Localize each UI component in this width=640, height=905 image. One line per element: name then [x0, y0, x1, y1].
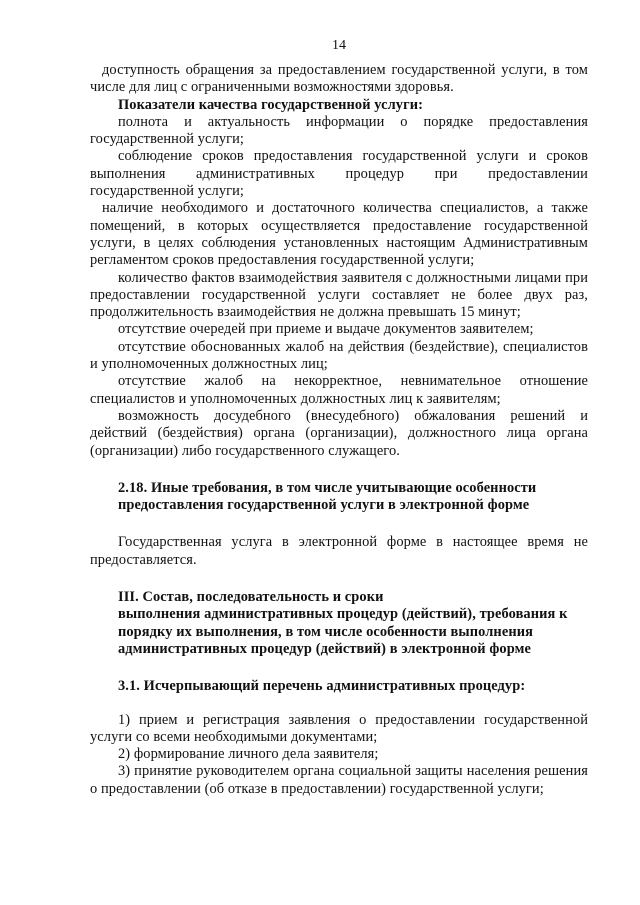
document-body — [90, 62, 588, 798]
procedure-item: 2) формирование личного дела заявителя; — [118, 746, 379, 763]
page-number: 14 — [332, 38, 346, 53]
quality-item: соблюдение сроков предоставления государственной услуги и сроков выполнения административных процедур при предоставлении государственной услуги; — [90, 148, 588, 200]
quality-item: отсутствие жалоб на некорректное, невнимательное отношение специалистов и уполномоченных должностных лиц к заявителям; — [90, 373, 588, 407]
section-3-heading-line1: III. Состав, последовательность и сроки — [118, 589, 384, 606]
section-3-heading-line2: выполнения административных процедур (действий), требования к — [118, 606, 568, 623]
section-218-heading-line2: предоставления государственной услуги в электронной форме — [118, 497, 530, 514]
procedure-item: 1) прием и регистрация заявления о предоставлении государственной услуги со всеми необходимыми документами; — [90, 711, 588, 745]
section-218-heading-line1: 2.18. Иные требования, в том числе учитывающие особенности — [118, 479, 537, 496]
section-3-heading-line4: административных процедур (действий) в электронной форме — [118, 640, 531, 657]
section-31-heading: 3.1. Исчерпывающий перечень административных процедур: — [118, 678, 526, 695]
quality-item: отсутствие очередей при приеме и выдаче документов заявителем; — [118, 321, 534, 338]
quality-item: возможность досудебного (внесудебного) обжалования решений и действий (бездействия) органа (организации), должностного лица органа (организации) либо государственного служащего. — [90, 407, 588, 459]
section-218-text: Государственная услуга в электронной форме в настоящее время не предоставляется. — [90, 534, 588, 568]
quality-item: отсутствие обоснованных жалоб на действия (бездействие), специалистов и уполномоченных должностных лиц; — [90, 338, 588, 373]
intro-paragraph: доступность обращения за предоставлением государственной услуги, в том числе для лиц с ограниченными возможностями здоровья. — [90, 62, 588, 96]
procedure-item: 3) принятие руководителем органа социальной защиты населения решения о предоставлении (об отказе в предоставлении) государственной услуги; — [90, 763, 588, 797]
quality-item: количество фактов взаимодействия заявителя с должностными лицами при предоставлении государственной услуги составляет не более двух раз, продолжительность взаимодействия не должна превышать 15 минут; — [90, 269, 588, 321]
section-3-heading-line3: порядку их выполнения, в том числе особенности выполнения — [118, 623, 533, 640]
quality-item: наличие необходимого и достаточного количества специалистов, а также помещений, в которых осуществляется предоставление государственной услуги, в целях соблюдения установленных настоящим Административным регламентом сроков предоставления государственной услуги; — [90, 200, 588, 269]
quality-item: полнота и актуальность информации о порядке предоставления государственной услуги; — [90, 113, 588, 148]
quality-heading: Показатели качества государственной услуги: — [118, 96, 424, 113]
